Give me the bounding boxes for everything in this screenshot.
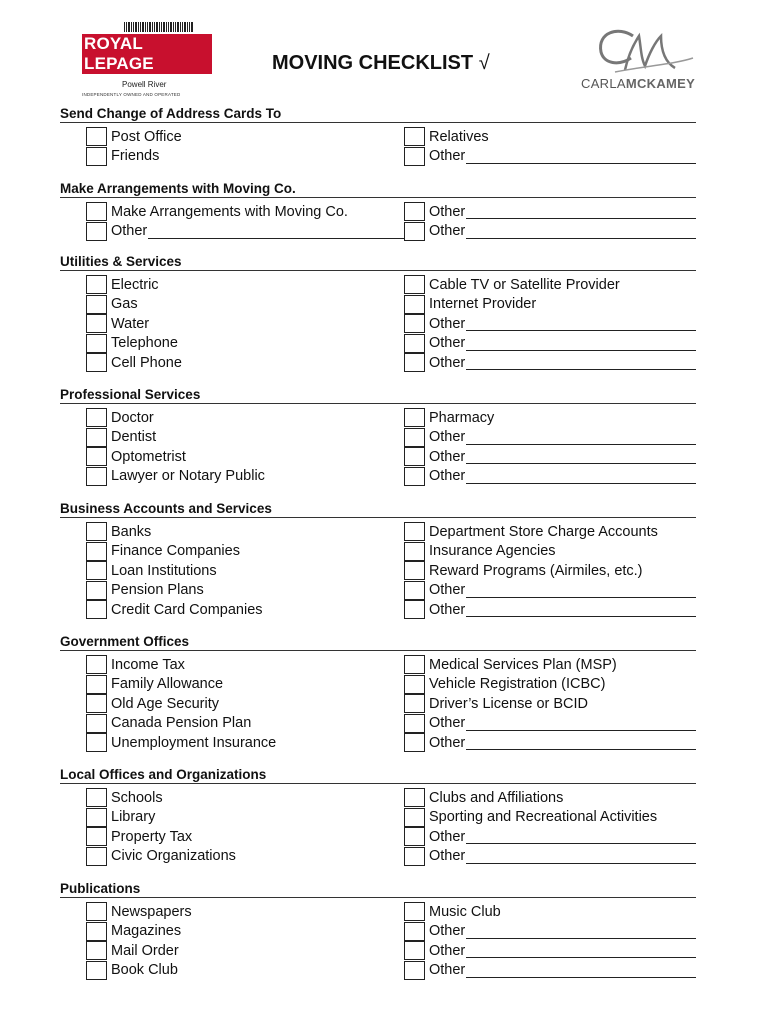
checklist-section: [60, 254, 696, 371]
item-label: Clubs and Affiliations: [429, 789, 564, 806]
checkbox[interactable]: [404, 314, 425, 333]
logo-brand: ROYAL LEPAGE: [82, 34, 212, 74]
logo-name: [581, 76, 695, 91]
check-mark-icon: √: [478, 52, 490, 74]
checkbox[interactable]: [86, 408, 107, 427]
item-label: Department Store Charge Accounts: [429, 523, 658, 540]
checklist-item: [404, 827, 696, 846]
checkbox[interactable]: [404, 222, 425, 241]
section-title: Business Accounts and Services: [60, 501, 696, 518]
checklist-item: [404, 581, 696, 600]
checkbox[interactable]: [86, 467, 107, 486]
checklist-item: [86, 275, 406, 294]
item-label: Banks: [111, 523, 152, 540]
checkbox[interactable]: [86, 941, 107, 960]
checkbox[interactable]: [86, 147, 107, 166]
item-label: Lawyer or Notary Public: [111, 468, 265, 485]
item-label: Friends: [111, 148, 160, 165]
checkbox[interactable]: [404, 202, 425, 221]
checklist-section: [60, 767, 696, 865]
checkbox[interactable]: [404, 788, 425, 807]
checklist-item: [86, 788, 406, 807]
item-label: Pharmacy: [429, 409, 495, 426]
checkbox[interactable]: [404, 542, 425, 561]
item-label: Cell Phone: [111, 354, 182, 371]
fill-in-line[interactable]: [466, 735, 696, 750]
checklist-item: [404, 788, 696, 807]
fill-in-line[interactable]: [466, 149, 696, 164]
checklist-item: [404, 941, 696, 960]
item-label: Other: [429, 223, 466, 240]
checklist-item: [404, 447, 696, 466]
item-label: Reward Programs (Airmiles, etc.): [429, 562, 643, 579]
checklist-item: [404, 733, 696, 752]
fill-in-line[interactable]: [466, 336, 696, 351]
item-label: Electric: [111, 276, 159, 293]
checklist-item: [86, 600, 406, 619]
checkbox[interactable]: [86, 542, 107, 561]
item-label: Relatives: [429, 128, 489, 145]
checklist-item: [86, 561, 406, 580]
fill-in-line[interactable]: [466, 469, 696, 484]
fill-in-line[interactable]: [148, 224, 406, 239]
checklist-item: [86, 675, 406, 694]
item-label: Gas: [111, 296, 138, 313]
item-label: Water: [111, 315, 150, 332]
item-label: Other: [429, 828, 466, 845]
fill-in-line[interactable]: [466, 602, 696, 617]
checklist-item: [86, 542, 406, 561]
carla-mckamey-logo: [575, 22, 705, 97]
item-label: Music Club: [429, 903, 501, 920]
checkbox[interactable]: [86, 222, 107, 241]
item-label: Medical Services Plan (MSP): [429, 656, 617, 673]
logo-first-name: CARLA: [581, 76, 626, 91]
checkbox[interactable]: [86, 902, 107, 921]
checklist-item: [404, 600, 696, 619]
item-label: Other: [429, 848, 466, 865]
checklist-item: [404, 127, 696, 146]
checkbox[interactable]: [404, 941, 425, 960]
item-label: Other: [429, 354, 466, 371]
item-label: Property Tax: [111, 828, 193, 845]
checkbox[interactable]: [404, 675, 425, 694]
checkbox[interactable]: [404, 127, 425, 146]
checklist-item: [404, 522, 696, 541]
checkbox[interactable]: [404, 428, 425, 447]
checklist-section: [60, 181, 696, 240]
item-label: Schools: [111, 789, 163, 806]
checklist-item: [86, 127, 406, 146]
checklist-item: [404, 561, 696, 580]
item-label: Telephone: [111, 335, 178, 352]
fill-in-line[interactable]: [466, 849, 696, 864]
checklist-item: [404, 275, 696, 294]
item-label: Vehicle Registration (ICBC): [429, 676, 606, 693]
checklist-item: [86, 447, 406, 466]
checklist-item: [86, 467, 406, 486]
item-label: Internet Provider: [429, 296, 537, 313]
item-label: Other: [111, 223, 148, 240]
checklist-item: [86, 714, 406, 733]
checklist-item: [404, 353, 696, 372]
section-title: Publications: [60, 881, 696, 898]
checklist-item: [86, 147, 406, 166]
item-label: Post Office: [111, 128, 182, 145]
item-label: Other: [429, 601, 466, 618]
item-label: Library: [111, 809, 156, 826]
checkbox[interactable]: [404, 522, 425, 541]
item-label: Other: [429, 148, 466, 165]
item-label: Other: [429, 429, 466, 446]
checkbox[interactable]: [404, 733, 425, 752]
checkbox[interactable]: [86, 675, 107, 694]
fill-in-line[interactable]: [466, 963, 696, 978]
checklist-item: [404, 467, 696, 486]
checkbox[interactable]: [86, 127, 107, 146]
item-label: Other: [429, 582, 466, 599]
checkbox[interactable]: [86, 961, 107, 980]
checkbox[interactable]: [86, 334, 107, 353]
royal-lepage-logo: [82, 22, 212, 97]
checkbox[interactable]: [404, 334, 425, 353]
checkbox[interactable]: [86, 847, 107, 866]
item-label: Driver’s License or BCID: [429, 695, 589, 712]
checklist-item: [86, 694, 406, 713]
checklist-item: [86, 581, 406, 600]
checkbox[interactable]: [86, 922, 107, 941]
item-label: Old Age Security: [111, 695, 219, 712]
checkbox[interactable]: [86, 655, 107, 674]
item-label: Mail Order: [111, 942, 179, 959]
checklist-item: [404, 314, 696, 333]
checklist-section: [60, 387, 696, 485]
checkbox[interactable]: [404, 922, 425, 941]
fill-in-line[interactable]: [466, 829, 696, 844]
checkbox[interactable]: [86, 808, 107, 827]
checkbox[interactable]: [404, 847, 425, 866]
checkbox[interactable]: [86, 561, 107, 580]
checkbox[interactable]: [86, 353, 107, 372]
checkbox[interactable]: [404, 408, 425, 427]
item-label: Finance Companies: [111, 543, 240, 560]
item-label: Other: [429, 962, 466, 979]
checklist-item: [86, 961, 406, 980]
section-title: Local Offices and Organizations: [60, 767, 696, 784]
item-label: Doctor: [111, 409, 154, 426]
checkbox[interactable]: [404, 694, 425, 713]
item-label: Income Tax: [111, 656, 185, 673]
item-label: Other: [429, 715, 466, 732]
logo-tagline: INDEPENDENTLY OWNED AND OPERATED: [82, 92, 181, 97]
checklist-item: [404, 961, 696, 980]
item-label: Other: [429, 734, 466, 751]
checklist-item: [404, 408, 696, 427]
item-label: Other: [429, 203, 466, 220]
checklist-item: [86, 808, 406, 827]
item-label: Insurance Agencies: [429, 543, 556, 560]
checkbox[interactable]: [404, 600, 425, 619]
checkbox[interactable]: [86, 275, 107, 294]
checklist-item: [86, 827, 406, 846]
checklist-item: [86, 733, 406, 752]
checklist-item: [404, 808, 696, 827]
checkbox[interactable]: [86, 827, 107, 846]
checklist-item: [404, 714, 696, 733]
item-label: Other: [429, 923, 466, 940]
item-label: Cable TV or Satellite Provider: [429, 276, 620, 293]
checklist-item: [404, 147, 696, 166]
checklist-section: [60, 881, 696, 979]
item-label: Other: [429, 942, 466, 959]
fill-in-line[interactable]: [466, 316, 696, 331]
checklist-item: [86, 353, 406, 372]
checkbox[interactable]: [86, 581, 107, 600]
checklist-item: [86, 655, 406, 674]
checkbox[interactable]: [404, 714, 425, 733]
checkbox[interactable]: [404, 353, 425, 372]
checklist-item: [86, 222, 406, 241]
checkbox[interactable]: [86, 788, 107, 807]
logo-last-name: MCKAMEY: [625, 76, 696, 91]
item-label: Unemployment Insurance: [111, 734, 277, 751]
item-label: Loan Institutions: [111, 562, 217, 579]
checkbox[interactable]: [86, 600, 107, 619]
checkbox[interactable]: [404, 561, 425, 580]
checklist-item: [86, 295, 406, 314]
checkbox[interactable]: [404, 961, 425, 980]
item-label: Other: [429, 448, 466, 465]
checkbox[interactable]: [404, 827, 425, 846]
item-label: Other: [429, 315, 466, 332]
checkbox[interactable]: [86, 202, 107, 221]
item-label: Canada Pension Plan: [111, 715, 252, 732]
checklist-section: [60, 634, 696, 751]
checklist-item: [404, 222, 696, 241]
checkbox[interactable]: [404, 275, 425, 294]
item-label: Make Arrangements with Moving Co.: [111, 203, 348, 220]
item-label: Sporting and Recreational Activities: [429, 809, 658, 826]
checklist-item: [86, 314, 406, 333]
item-label: Pension Plans: [111, 582, 204, 599]
checklist-section: [60, 501, 696, 618]
checkbox[interactable]: [404, 655, 425, 674]
fill-in-line[interactable]: [466, 716, 696, 731]
checklist-item: [404, 202, 696, 221]
checklist-section: [60, 106, 696, 165]
checklist-item: [86, 202, 406, 221]
item-label: Family Allowance: [111, 676, 224, 693]
fill-in-line[interactable]: [466, 355, 696, 370]
checkbox[interactable]: [404, 467, 425, 486]
fill-in-line[interactable]: [466, 430, 696, 445]
checklist-item: [86, 922, 406, 941]
checkbox[interactable]: [86, 522, 107, 541]
fill-in-line[interactable]: [466, 943, 696, 958]
checklist-item: [404, 902, 696, 921]
checkbox[interactable]: [404, 581, 425, 600]
checklist-item: [404, 922, 696, 941]
item-label: Credit Card Companies: [111, 601, 263, 618]
item-label: Other: [429, 335, 466, 352]
page-title: [272, 52, 490, 75]
checklist-item: [404, 694, 696, 713]
item-label: Book Club: [111, 962, 178, 979]
checkbox[interactable]: [86, 295, 107, 314]
section-title: Professional Services: [60, 387, 696, 404]
section-title: Utilities & Services: [60, 254, 696, 271]
checklist-item: [86, 334, 406, 353]
section-title: Send Change of Address Cards To: [60, 106, 696, 123]
item-label: Other: [429, 468, 466, 485]
checklist-item: [404, 542, 696, 561]
item-label: Optometrist: [111, 448, 186, 465]
checkbox[interactable]: [86, 447, 107, 466]
item-label: Dentist: [111, 429, 157, 446]
checkbox[interactable]: [404, 147, 425, 166]
checklist-item: [86, 902, 406, 921]
fill-in-line[interactable]: [466, 204, 696, 219]
checkbox[interactable]: [404, 808, 425, 827]
item-label: Newspapers: [111, 903, 192, 920]
checkbox[interactable]: [86, 714, 107, 733]
fill-in-line[interactable]: [466, 449, 696, 464]
checklist-item: [86, 428, 406, 447]
checklist-item: [86, 522, 406, 541]
checklist-item: [404, 334, 696, 353]
fill-in-line[interactable]: [466, 924, 696, 939]
checklist-item: [404, 655, 696, 674]
item-label: Civic Organizations: [111, 848, 236, 865]
checklist-item: [86, 941, 406, 960]
checklist-item: [404, 295, 696, 314]
checkbox[interactable]: [86, 428, 107, 447]
checkbox[interactable]: [404, 295, 425, 314]
checkbox[interactable]: [86, 733, 107, 752]
title-text: MOVING CHECKLIST: [272, 52, 474, 74]
section-title: Government Offices: [60, 634, 696, 651]
item-label: Magazines: [111, 923, 182, 940]
checkbox[interactable]: [404, 902, 425, 921]
fill-in-line[interactable]: [466, 583, 696, 598]
checklist-item: [404, 675, 696, 694]
checkbox[interactable]: [404, 447, 425, 466]
section-title: Make Arrangements with Moving Co.: [60, 181, 696, 198]
checkbox[interactable]: [86, 694, 107, 713]
checklist-item: [404, 847, 696, 866]
checklist-item: [404, 428, 696, 447]
checklist-item: [86, 408, 406, 427]
logo-bars-graphic: [124, 22, 212, 32]
cm-monogram-icon: [575, 22, 705, 77]
checklist-item: [86, 847, 406, 866]
checkbox[interactable]: [86, 314, 107, 333]
fill-in-line[interactable]: [466, 224, 696, 239]
logo-city: Powell River: [122, 80, 167, 89]
